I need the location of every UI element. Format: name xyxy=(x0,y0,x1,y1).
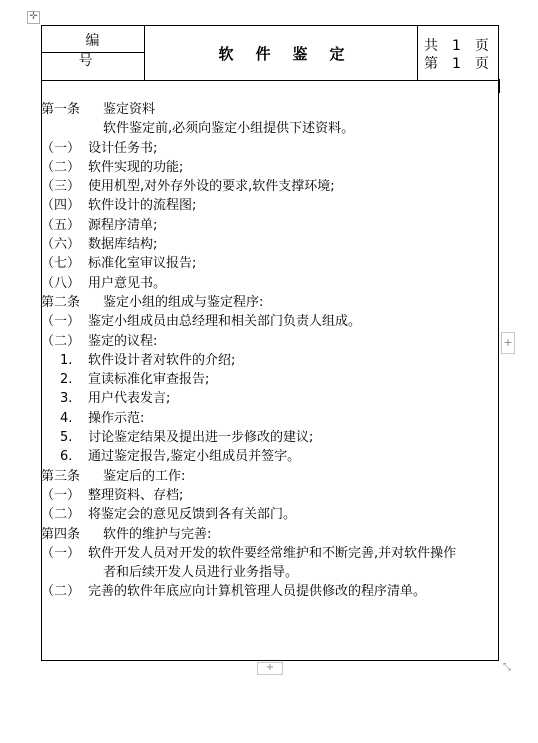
line-marker: （一） xyxy=(41,314,81,330)
title-cell[interactable] xyxy=(145,26,418,80)
number-marker: 4. xyxy=(60,410,73,426)
line-marker xyxy=(41,389,88,408)
content-line xyxy=(41,216,499,235)
line-text: 软件设计者对软件的介绍; xyxy=(88,352,236,368)
line-marker: （一） xyxy=(41,140,81,156)
line-marker xyxy=(41,119,103,138)
line-text: 用户代表发言; xyxy=(88,391,171,407)
plus-icon: + xyxy=(265,662,275,673)
number-marker: 2. xyxy=(60,372,73,388)
number-marker: 3. xyxy=(60,391,73,407)
content-line xyxy=(41,254,499,273)
line-marker xyxy=(41,409,88,428)
line-marker: （二） xyxy=(41,333,81,349)
line-marker: （二） xyxy=(41,159,81,175)
line-marker: （一） xyxy=(41,487,81,503)
content-line xyxy=(41,100,499,119)
line-text: 整理资料、存档; xyxy=(88,487,184,503)
table-resize-handle[interactable] xyxy=(501,662,513,674)
header-row xyxy=(42,26,498,81)
line-marker: （三） xyxy=(41,179,81,195)
content-line xyxy=(41,447,499,466)
line-marker: 第三条 xyxy=(41,468,81,484)
current-page: 第 1 页 xyxy=(424,56,489,72)
add-column-handle[interactable] xyxy=(501,332,515,354)
number-marker: 1. xyxy=(60,352,73,368)
content-line xyxy=(41,332,499,351)
content-line xyxy=(41,389,499,408)
content-line xyxy=(41,235,499,254)
line-marker: （二） xyxy=(41,507,81,523)
text-cursor xyxy=(498,79,500,93)
add-row-handle[interactable] xyxy=(257,662,283,675)
content-line xyxy=(41,428,499,447)
line-text: 操作示范: xyxy=(88,410,145,426)
content-line xyxy=(41,582,499,601)
line-marker: 第一条 xyxy=(41,102,81,117)
line-text: 完善的软件年底应向计算机管理人员提供修改的程序清单。 xyxy=(88,584,427,600)
total-pages: 共 1 页 xyxy=(424,38,489,54)
line-text: 软件实现的功能; xyxy=(88,159,184,175)
line-marker: （二） xyxy=(41,584,81,600)
number-marker: 5. xyxy=(60,430,73,446)
line-marker: （五） xyxy=(41,217,81,233)
pages-cell[interactable] xyxy=(418,26,498,80)
content-line xyxy=(41,467,499,486)
line-marker: （四） xyxy=(41,198,81,214)
line-text: 源程序清单; xyxy=(88,217,158,233)
line-text: 鉴定小组的组成与鉴定程序: xyxy=(103,294,264,310)
line-text: 鉴定资料 xyxy=(103,102,156,117)
line-text: 软件设计的流程图; xyxy=(88,198,197,214)
number-divider xyxy=(42,52,145,53)
document-title: 软件鉴定 xyxy=(218,45,367,63)
line-marker: （一） xyxy=(41,545,81,561)
line-text: 将鉴定会的意见反馈到各有关部门。 xyxy=(88,507,297,523)
line-text: 通过鉴定报告,鉴定小组成员并签字。 xyxy=(88,449,301,465)
line-text: 数据库结构; xyxy=(88,237,158,253)
line-text: 用户意见书。 xyxy=(88,275,167,291)
line-text: 软件的维护与完善: xyxy=(103,526,212,542)
table-move-handle[interactable] xyxy=(27,11,40,24)
line-marker xyxy=(41,370,88,389)
content-line xyxy=(41,312,499,331)
resize-diagonal-icon: ⤡ xyxy=(503,662,511,673)
line-marker xyxy=(41,447,88,466)
content-line xyxy=(41,119,499,138)
line-text: 宣读标准化审查报告; xyxy=(88,372,210,388)
content-line xyxy=(41,409,499,428)
line-text: 鉴定后的工作: xyxy=(103,468,186,484)
line-marker: 第四条 xyxy=(41,526,81,542)
content-line xyxy=(41,370,499,389)
content-line xyxy=(41,351,499,370)
plus-icon: + xyxy=(503,336,513,349)
number-label: 编 号 xyxy=(78,33,146,69)
number-cell[interactable] xyxy=(42,26,145,80)
content-line xyxy=(41,139,499,158)
line-text: 使用机型,对外存外设的要求,软件支撑环境; xyxy=(88,179,335,195)
content-line xyxy=(41,544,499,563)
content-line xyxy=(41,563,499,582)
content-line xyxy=(41,196,499,215)
line-marker xyxy=(41,563,103,582)
line-text: 设计任务书; xyxy=(88,140,158,156)
line-marker: （七） xyxy=(41,256,81,272)
line-marker xyxy=(41,428,88,447)
line-marker: 第二条 xyxy=(41,294,81,310)
line-text: 鉴定小组成员由总经理和相关部门负责人组成。 xyxy=(88,314,362,330)
content-line xyxy=(41,274,499,293)
line-text: 软件鉴定前,必须向鉴定小组提供下述资料。 xyxy=(103,121,355,137)
content-line xyxy=(41,158,499,177)
content-line xyxy=(41,293,499,312)
content-line xyxy=(41,525,499,544)
content-line xyxy=(41,486,499,505)
number-marker: 6. xyxy=(60,449,73,465)
line-text: 者和后续开发人员进行业务指导。 xyxy=(103,565,299,581)
line-text: 讨论鉴定结果及提出进一步修改的建议; xyxy=(88,430,314,446)
line-marker xyxy=(41,351,88,370)
line-text: 软件开发人员对开发的软件要经常维护和不断完善,并对软件操作 xyxy=(88,545,457,561)
line-marker: （八） xyxy=(41,275,81,291)
document-body[interactable] xyxy=(41,100,499,602)
line-marker: （六） xyxy=(41,237,81,253)
content-line xyxy=(41,505,499,524)
line-text: 鉴定的议程: xyxy=(88,333,158,349)
content-line xyxy=(41,177,499,196)
line-text: 标准化室审议报告; xyxy=(88,256,197,272)
move-cross-icon: ✛ xyxy=(29,11,38,22)
